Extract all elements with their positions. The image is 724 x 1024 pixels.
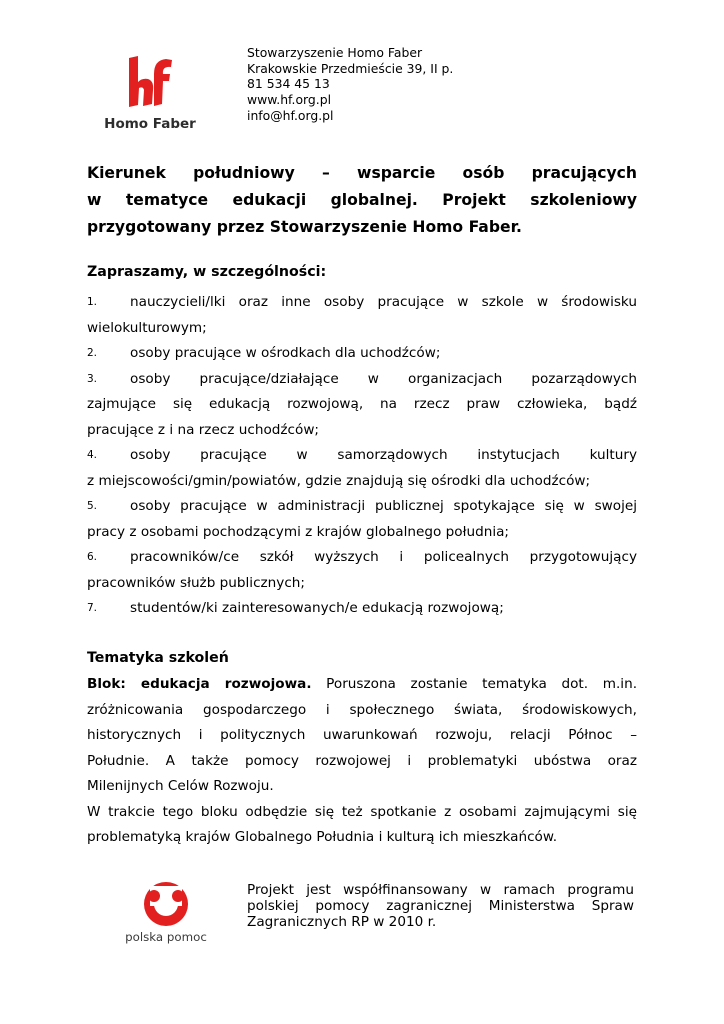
list-item: [87, 341, 637, 367]
audience-list: [87, 290, 637, 622]
body-line-text: Poruszona zostanie tematyka dot. m.in.: [311, 676, 638, 692]
list-line: wielokulturowym;: [87, 319, 207, 336]
address-line: Stowarzyszenie Homo Faber: [247, 45, 423, 60]
body-line: [87, 672, 637, 698]
logo-text: polska pomoc: [125, 930, 207, 944]
topics-heading: Tematyka szkoleń: [87, 650, 229, 666]
funding-line: Zagranicznych RP w 2010 r.: [247, 914, 437, 931]
list-line: osoby pracujące w samorządowych instytucjach kultury: [130, 447, 637, 463]
topics-body: [87, 672, 637, 851]
list-number: 2.: [87, 347, 98, 359]
list-item: [87, 596, 637, 622]
website-line: www.hf.org.pl: [247, 92, 332, 108]
body-line: zróżnicowania gospodarczego i społecznego świata, środowiskowych,: [87, 701, 637, 718]
title-line: w tematyce edukacji globalnej. Projekt szkoleniowy: [87, 191, 637, 209]
list-number: 1.: [87, 296, 98, 308]
phone-line: 81 534 45 13: [247, 76, 330, 92]
title-line: Kierunek południowy – wsparcie osób pracujących: [87, 164, 637, 182]
body-line: Milenijnych Celów Rozwoju.: [87, 778, 274, 794]
homo-faber-logo: [96, 52, 204, 136]
list-number: 5.: [87, 500, 98, 512]
list-line: pracujące z i na rzecz uchodźców;: [87, 421, 320, 438]
funding-line: polskiej pomocy zagranicznej Ministerstwa Spraw: [247, 898, 634, 915]
list-line: pracowników/ce szkół wyższych i policealnych przygotowujący: [130, 549, 637, 565]
document-title: [87, 160, 637, 241]
block-label: Blok: edukacja rozwojowa.: [87, 676, 312, 692]
funding-note: [247, 882, 634, 931]
list-item: [87, 290, 637, 341]
polska-pomoc-logo: [114, 876, 218, 956]
title-line: przygotowany przez Stowarzyszenie Homo Faber.: [87, 218, 522, 236]
list-line: osoby pracujące w administracji publicznej spotykające się w swojej: [130, 498, 637, 514]
list-number: 6.: [87, 551, 98, 563]
funding-line: Projekt jest współfinansowany w ramach programu: [247, 882, 634, 898]
body-line: W trakcie tego bloku odbędzie się też spotkanie z osobami zajmującymi się: [87, 803, 637, 820]
address-line: Krakowskie Przedmieście 39, II p.: [247, 60, 454, 76]
list-line: osoby pracujące/działające w organizacjach pozarządowych: [130, 370, 637, 387]
body-line: Południe. A także pomocy rozwojowej i problematyki ubóstwa oraz: [87, 752, 637, 769]
polska-pomoc-mark-icon: [114, 876, 218, 932]
list-line: zajmujące się edukacją rozwojową, na rzecz praw człowieka, bądź: [87, 396, 637, 412]
list-line: pracowników służb publicznych;: [87, 574, 306, 591]
body-line: historycznych i politycznych uwarunkowań rozwoju, relacji Północ –: [87, 727, 637, 743]
address-block: [247, 45, 453, 124]
email-line: info@hf.org.pl: [247, 107, 334, 123]
list-item: [87, 443, 637, 494]
list-item: [87, 367, 637, 444]
list-number: 7.: [87, 602, 98, 614]
logo-text: Homo Faber: [104, 116, 196, 132]
list-line: studentów/ki zainteresowanych/e edukacją rozwojową;: [130, 600, 504, 616]
list-item: [87, 545, 637, 596]
list-line: nauczycieli/lki oraz inne osoby pracujące w szkole w środowisku: [130, 294, 637, 310]
hf-logo-mark-icon: [96, 52, 204, 116]
body-line: problematyką krajów Globalnego Południa i kulturą ich mieszkańców.: [87, 829, 558, 845]
list-line: osoby pracujące w ośrodkach dla uchodźców;: [130, 345, 441, 361]
invite-heading: Zapraszamy, w szczególności:: [87, 264, 327, 280]
list-line: pracy z osobami pochodzącymi z krajów globalnego południa;: [87, 523, 510, 540]
list-number: 3.: [87, 372, 98, 385]
list-number: 4.: [87, 449, 98, 461]
list-item: [87, 494, 637, 545]
list-line: z miejscowości/gmin/powiatów, gdzie znajdują się ośrodki dla uchodźców;: [87, 472, 591, 489]
